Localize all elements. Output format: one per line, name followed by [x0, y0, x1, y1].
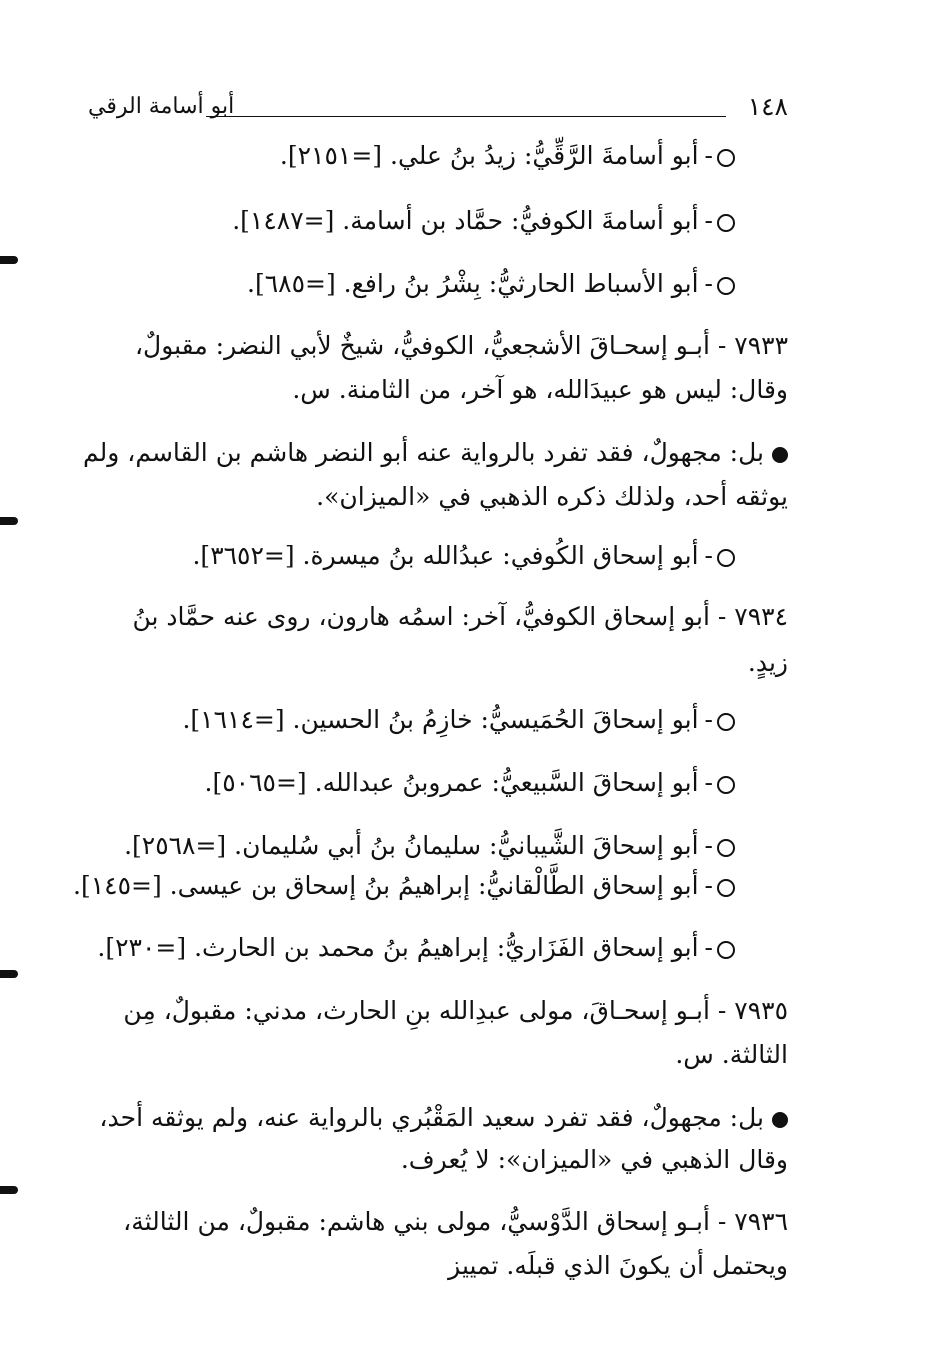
running-title: أبو أسامة الرقي: [88, 94, 235, 119]
continuation-line: وقال: ليس هو عبيدَالله، هو آخر، من الثامنة. س.: [292, 375, 788, 404]
entry-line: -أبو إسحاقَ الشَّيبانيُّ: سليمانُ بنُ أبي سُليمان. [=٢٥٦٨].: [124, 828, 735, 864]
entry-line: -أبو الأسباط الحارثيُّ: بِشْرُ بنُ رافع. [=٦٨٥].: [247, 266, 735, 302]
hollow-circle-icon: [717, 879, 735, 897]
filled-circle-icon: [772, 447, 788, 463]
comment-line: بل: مجهولٌ، فقد تفرد سعيد المَقْبُري بالرواية عنه، ولم يوثقه أحد،: [99, 1100, 788, 1136]
continuation-line: زيدٍ.: [747, 648, 788, 677]
header-rule: [206, 116, 726, 117]
filled-circle-icon: [772, 1112, 788, 1128]
continuation-line: يوثقه أحد، ولذلك ذكره الذهبي في «الميزان».: [316, 482, 788, 511]
edge-mark: [0, 970, 18, 978]
hollow-circle-icon: [717, 713, 735, 731]
entry-line: -أبو إسحاق الكُوفي: عبدُالله بنُ ميسرة. [=٣٦٥٢].: [192, 538, 735, 574]
comment-line: بل: مجهولٌ، فقد تفرد بالرواية عنه أبو النضر هاشم بن القاسم، ولم: [83, 435, 788, 471]
page-header: [88, 92, 788, 132]
entry-line: -أبو إسحاقَ السَّبيعيُّ: عمروبنُ عبدالله. [=٥٠٦٥].: [205, 765, 735, 801]
numbered-entry-line: ٧٩٣٣ - أبـو إسحـاقَ الأشجعيُّ، الكوفيُّ، شيخٌ لأبي النضر: مقبولٌ،: [134, 331, 788, 360]
numbered-entry-line: ٧٩٣٦ - أبـو إسحاق الدَّوْسيُّ، مولى بني هاشم: مقبولٌ، من الثالثة،: [123, 1207, 788, 1236]
hollow-circle-icon: [717, 149, 735, 167]
continuation-line: وقال الذهبي في «الميزان»: لا يُعرف.: [400, 1145, 788, 1174]
hollow-circle-icon: [717, 839, 735, 857]
edge-mark: [0, 517, 18, 525]
hollow-circle-icon: [717, 549, 735, 567]
hollow-circle-icon: [717, 941, 735, 959]
entry-line: -أبو إسحاق الفَزَاريُّ: إبراهيمُ بنُ محمد بن الحارث. [=٢٣٠].: [97, 930, 735, 966]
entry-line: -أبو أسامةَ الكوفيُّ: حمَّاد بن أسامة. [=١٤٨٧].: [232, 203, 735, 239]
hollow-circle-icon: [717, 214, 735, 232]
continuation-line: الثالثة. س.: [675, 1040, 788, 1069]
numbered-entry-line: ٧٩٣٥ - أبـو إسحـاقَ، مولى عبدِالله بنِ الحارث، مدني: مقبولٌ، مِن: [123, 996, 788, 1025]
hollow-circle-icon: [717, 277, 735, 295]
page-number: ١٤٨: [747, 92, 788, 121]
edge-mark: [0, 1186, 18, 1194]
entry-line: -أبو أسامةَ الرَّقِّيُّ: زيدُ بنُ علي. [=٢١٥١].: [280, 138, 735, 174]
entry-line: -أبو إسحاق الطَّالْقانيُّ: إبراهيمُ بنُ إسحاق بن عيسى. [=١٤٥].: [73, 868, 735, 904]
hollow-circle-icon: [717, 776, 735, 794]
continuation-line: ويحتمل أن يكونَ الذي قبلَه. تمييز: [448, 1251, 788, 1280]
entry-line: -أبو إسحاقَ الحُمَيسيُّ: خازِمُ بنُ الحسين. [=١٦١٤].: [182, 702, 735, 738]
edge-mark: [0, 256, 18, 264]
numbered-entry-line: ٧٩٣٤ - أبو إسحاق الكوفيُّ، آخر: اسمُه هارون، روى عنه حمَّاد بنُ: [132, 602, 788, 631]
